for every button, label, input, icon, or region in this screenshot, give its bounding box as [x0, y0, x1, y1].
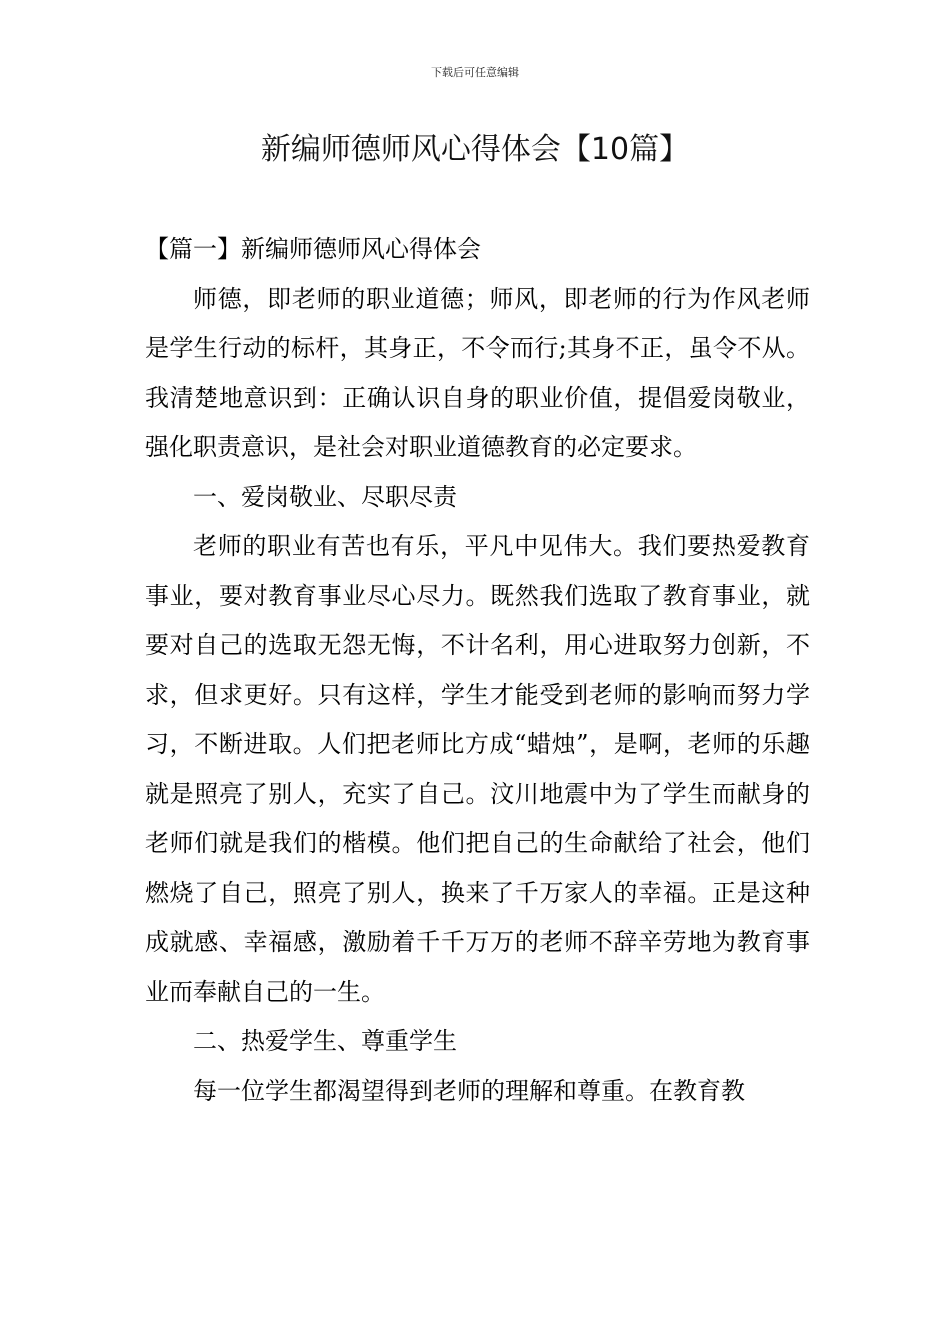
paragraph-dedication: 老师的职业有苦也有乐，平凡中见伟大。我们要热爱教育事业，要对教育事业尽心尽力。既然我们选取了教育事业，就要对自己的选取无怨无悔，不计名利，用心进取努力创新，不求，但求更好。只有这样，学生才能受到老师的影响而努力学习，不断进取。人们把老师比方成“蜡烛”，是啊，老师的乐趣就是照亮了别人，充实了自己。汶川地震中为了学生而献身的老师们就是我们的楷模。他们把自己的生命献给了社会，他们燃烧了自己，照亮了别人，换来了千万家人的幸福。正是这种成就感、幸福感，激励着千千万万的老师不辞辛劳地为教育事业而奉献自己的一生。: [145, 532, 810, 1006]
paragraph-intro: 师德，即老师的职业道德；师风，即老师的行为作风老师是学生行动的标杆，其身正，不令而行;其身不正，虽令不从。我清楚地意识到：正确认识自身的职业价值，提倡爱岗敬业，强化职责意识，是社会对职业道德教育的必定要求。: [145, 284, 810, 461]
paragraph-respect-students: 每一位学生都渴望得到老师的理解和尊重。在教育教: [193, 1076, 745, 1105]
section-heading: 【篇一】新编师德师风心得体会: [145, 235, 481, 263]
subheading-respect-students: 二、热爱学生、尊重学生: [193, 1027, 457, 1055]
document-title: 新编师德师风心得体会【10篇】: [260, 132, 690, 167]
header-note: 下载后可任意编辑: [431, 66, 519, 79]
subheading-dedication: 一、爱岗敬业、尽职尽责: [193, 482, 457, 511]
document-body: [145, 225, 810, 1116]
